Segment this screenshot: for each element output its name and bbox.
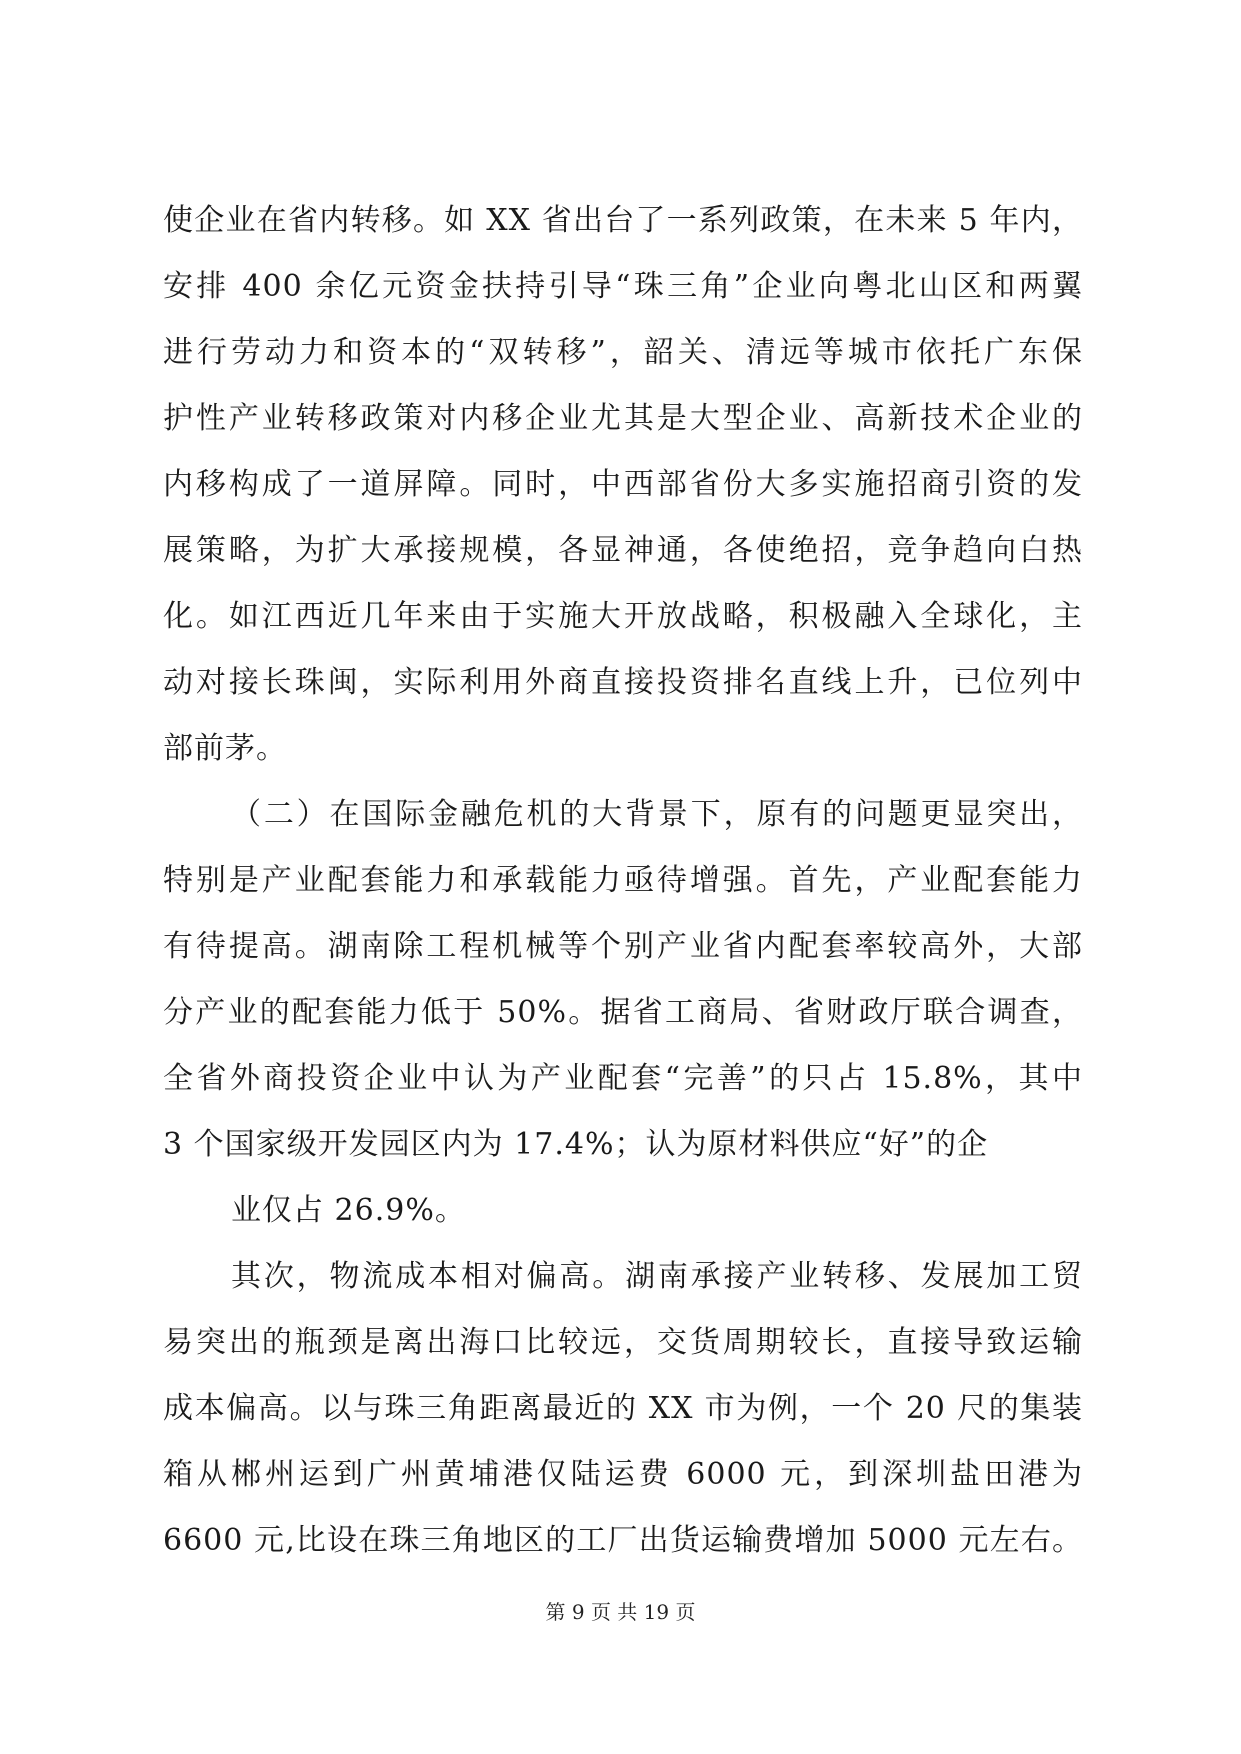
text-line: 特别是产业配套能力和承载能力亟待增强。首先，产业配套能力 <box>163 863 1083 898</box>
text-line: 动对接长珠闽，实际利用外商直接投资排名直线上升，已位列中 <box>163 665 1083 700</box>
text-line: （二）在国际金融危机的大背景下，原有的问题更显突出， <box>231 797 1083 832</box>
text-line: 3 个国家级开发园区内为 17.4%；认为原材料供应“好”的企 <box>163 1127 989 1162</box>
text-line: 易突出的瓶颈是离出海口比较远，交货周期较长，直接导致运输 <box>163 1325 1083 1360</box>
text-line: 成本偏高。以与珠三角距离最近的 XX 市为例，一个 20 尺的集装 <box>163 1391 1083 1426</box>
text-line: 6600 元,比设在珠三角地区的工厂出货运输费增加 5000 元左右。 <box>163 1523 1083 1558</box>
text-line: 使企业在省内转移。如 XX 省出台了一系列政策，在未来 5 年内， <box>163 203 1083 238</box>
body-text <box>163 188 1083 1574</box>
text-line: 护性产业转移政策对内移企业尤其是大型企业、高新技术企业的 <box>163 401 1083 436</box>
text-line: 业仅占 26.9%。 <box>231 1193 466 1228</box>
text-line: 箱从郴州运到广州黄埔港仅陆运费 6000 元，到深圳盐田港为 <box>163 1457 1083 1492</box>
text-line: 展策略，为扩大承接规模，各显神通，各使绝招，竞争趋向白热 <box>163 533 1083 568</box>
text-line: 部前茅。 <box>163 731 287 766</box>
text-line: 内移构成了一道屏障。同时，中西部省份大多实施招商引资的发 <box>163 467 1083 502</box>
page-number-footer: 第 9 页 共 19 页 <box>545 1600 696 1624</box>
text-line: 其次，物流成本相对偏高。湖南承接产业转移、发展加工贸 <box>231 1259 1083 1294</box>
text-line: 安排 400 余亿元资金扶持引导“珠三角”企业向粤北山区和两翼 <box>163 269 1083 304</box>
text-line: 化。如江西近几年来由于实施大开放战略，积极融入全球化，主 <box>163 599 1083 634</box>
text-line: 进行劳动力和资本的“双转移”，韶关、清远等城市依托广东保 <box>163 335 1083 370</box>
text-line: 分产业的配套能力低于 50%。据省工商局、省财政厅联合调查， <box>163 995 1083 1030</box>
text-line: 全省外商投资企业中认为产业配套“完善”的只占 15.8%，其中 <box>163 1061 1083 1096</box>
text-line: 有待提高。湖南除工程机械等个别产业省内配套率较高外，大部 <box>163 929 1083 964</box>
